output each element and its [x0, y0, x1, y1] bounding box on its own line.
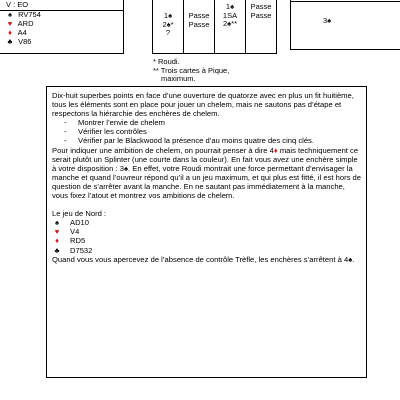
bid-cell: 1SA — [222, 10, 238, 20]
bidding-column-4 — [246, 3, 276, 20]
hand-clubs-line — [4, 38, 31, 47]
north-diamonds-cards: RD5 — [70, 236, 86, 246]
north-diamonds-line — [52, 236, 361, 245]
north-hearts-line — [52, 227, 361, 236]
bid-cell: Passe — [250, 2, 272, 11]
footnote-roudi: * Roudi. — [153, 57, 180, 66]
answer-box — [290, 0, 400, 50]
bid-cell: Passe — [250, 10, 272, 20]
footnotes — [153, 58, 229, 84]
hand-title: V : EO — [6, 0, 29, 9]
spacer — [52, 200, 361, 209]
bullet-dash-icon: - — [64, 136, 67, 146]
explanation-conclusion: Quand vous vous apercevez de l’absence de contrôle Trèfle, les enchères s’arrêtent à 4♠. — [52, 254, 355, 264]
spade-icon: ♠ — [54, 218, 60, 228]
bullet-dash-icon: - — [64, 127, 67, 137]
bid-cell: 2♠** — [223, 19, 237, 29]
diamond-icon: ♦ — [55, 236, 59, 246]
explanation-content — [52, 91, 361, 264]
north-spades-cards: AD10 — [70, 218, 89, 228]
bullet-text: Montrer l’envie de chelem — [78, 118, 165, 128]
explanation-box — [46, 86, 367, 378]
bid-cell: 1♠ — [225, 2, 235, 11]
diamond-icon: ♦ — [8, 28, 12, 37]
bullet-dash-icon: - — [64, 118, 67, 128]
diamond-icon: ♦ — [273, 145, 278, 155]
explanation-para2: Pour indiquer une ambition de chelem, on pourrait penser à dire 4♦ mais techniquement ce serait plutôt un Splinter (une courte dans la couleur). En fait vous avez une enchère simple à votre disposition : 3♠. En effet, votre Roudi montrait une force permettant d’envisager la manche et quand l’ouvreur répond qu’il a un jeu maximum, et qui plus est fitté, il est hors de question de s’arrêter avant la manche. En ne sautant pas immédiatement à la manche, vous fixez l’atout et montrez vos ambitions de chelem. — [52, 145, 362, 201]
hand-clubs-cards: V86 — [18, 37, 32, 46]
north-spades-line — [52, 218, 361, 227]
club-icon: ♣ — [7, 37, 13, 46]
bidding-box — [152, 0, 277, 54]
bullet-text: Vérifier les contrôles — [78, 127, 147, 137]
footnote-three-cards: ** Trois cartes à Pique, — [153, 65, 230, 75]
bullet-item — [52, 136, 361, 145]
north-clubs-line — [52, 246, 361, 255]
bid-cell: 1♠ — [163, 11, 173, 20]
bullet-item — [52, 127, 361, 136]
north-clubs-cards: D7532 — [70, 245, 93, 255]
hand-spades-cards: RV754 — [18, 10, 41, 19]
bid-cell: Passe — [188, 19, 210, 29]
bid-cell: Passe — [188, 11, 210, 20]
bullet-item — [52, 118, 361, 127]
footnote-maximum: maximum. — [161, 74, 196, 84]
hand-diamonds-cards: A4 — [17, 28, 27, 37]
bidding-column-2 — [184, 12, 214, 29]
north-hearts-cards: V4 — [70, 227, 80, 237]
bullet-text: Vérifier par le Blackwood la présence d’au moins quatre des cinq clés. — [78, 136, 314, 146]
bidding-column-3 — [215, 3, 245, 29]
club-icon: ♣ — [54, 245, 60, 255]
hand-box — [0, 0, 124, 54]
bid-cell: 2♠* — [162, 19, 174, 29]
heart-icon: ♥ — [54, 227, 60, 237]
explanation-intro: Dix-huit superbes points en face d’une ouverture de quatorze avec en plus un fit huitième, tous les éléments sont en place pour jouer un chelem, mais ne sautons pas d’étape et respectons la hiérarchie des enchères de chelem. — [52, 91, 354, 119]
bidding-column-1 — [153, 12, 183, 38]
north-hand-title: Le jeu de Nord : — [52, 209, 107, 219]
answer-value: 3♠ — [323, 16, 332, 25]
bid-cell: ? — [165, 28, 171, 38]
spade-icon: ♠ — [8, 10, 12, 19]
hand-hearts-cards: ARD — [17, 19, 34, 28]
heart-icon: ♥ — [7, 19, 13, 28]
answer-box-top-rule — [291, 1, 400, 2]
